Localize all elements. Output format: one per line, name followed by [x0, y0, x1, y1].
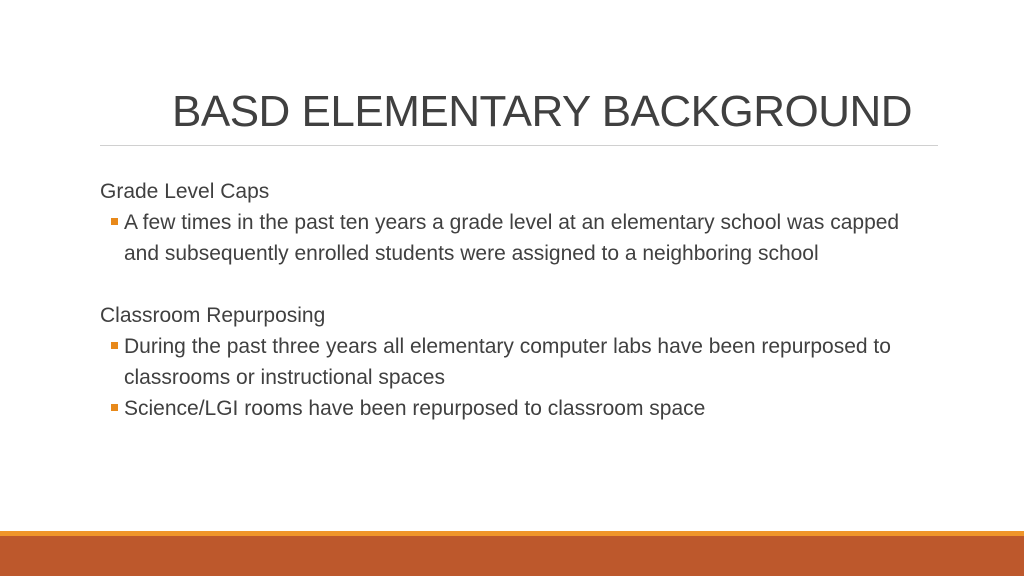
- slide-body: [100, 176, 920, 424]
- square-bullet-icon: [111, 342, 118, 349]
- bullet-text: During the past three years all elementary computer labs have been repurposed to classrooms or instructional spaces: [124, 335, 891, 389]
- slide-title: BASD ELEMENTARY BACKGROUND: [172, 87, 913, 136]
- bullet-text: A few times in the past ten years a grade level at an elementary school was capped and subsequently enrolled students were assigned to a neighboring school: [124, 211, 900, 265]
- section-heading-classroom-repurposing: Classroom Repurposing: [100, 304, 326, 327]
- square-bullet-icon: [111, 218, 118, 225]
- section-heading-grade-level-caps: Grade Level Caps: [100, 180, 270, 203]
- bullet-list-grade-level-caps: [100, 207, 920, 269]
- bullet-list-classroom-repurposing: [100, 331, 920, 424]
- bullet-text: Science/LGI rooms have been repurposed to classroom space: [124, 397, 706, 420]
- footer-band: [0, 536, 1024, 576]
- square-bullet-icon: [111, 404, 118, 411]
- bullet-item: [100, 331, 920, 393]
- title-divider: [100, 145, 938, 146]
- bullet-item: [100, 207, 920, 269]
- section-spacer: [100, 269, 920, 300]
- bullet-item: [100, 393, 920, 424]
